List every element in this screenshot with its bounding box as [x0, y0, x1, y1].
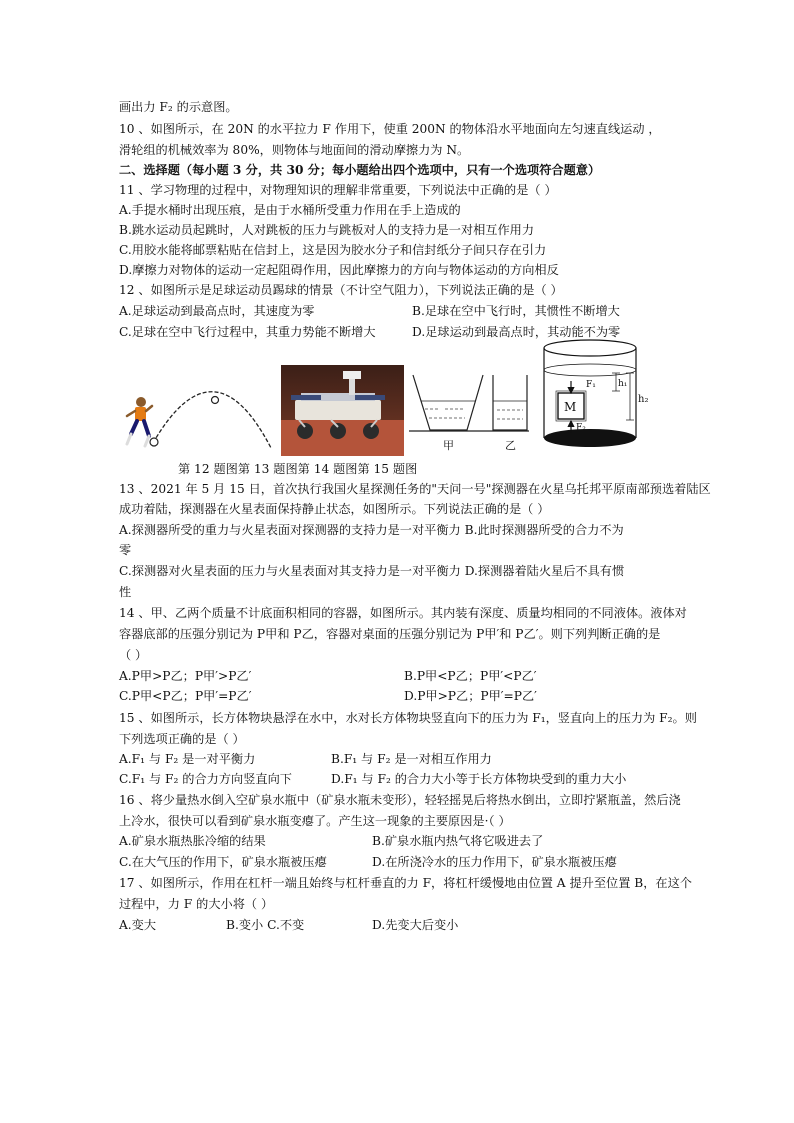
option-12a: A.足球运动到最高点时，其速度为零 — [119, 304, 315, 318]
text-line: 零 — [119, 543, 132, 557]
text-line: 画出力 F₂ 的示意图。 — [119, 100, 238, 114]
text-line: 滑轮组的机械效率为 80%，则物体与地面间的滑动摩擦力为 N。 — [119, 143, 470, 157]
option-16c: C.在大气压的作用下，矿泉水瓶被压瘪 — [119, 855, 327, 869]
football-icon — [212, 397, 219, 404]
option-14a: A.P甲>P乙；P甲′>P乙′ — [119, 669, 252, 683]
option-17bc: B.变小 C.不变 — [226, 918, 305, 932]
player-icon — [127, 397, 152, 446]
text-line: 下列选项正确的是（ ） — [119, 732, 245, 746]
option-15a: A.F₁ 与 F₂ 是一对平衡力 — [119, 752, 256, 766]
figure-12-kick — [119, 378, 279, 456]
question-16: 16 、将少量热水倒入空矿泉水瓶中（矿泉水瓶未变形），轻轻摇晃后将热水倒出，立即拧紧瓶盖，然后浇 — [119, 793, 681, 807]
figure-caption: 第 12 题图第 13 题图第 14 题图第 15 题图 — [178, 462, 418, 476]
f2-label: F₂ — [576, 423, 586, 433]
option-16a: A.矿泉水瓶热胀冷缩的结果 — [119, 834, 266, 848]
option-15d: D.F₁ 与 F₂ 的合力大小等于长方体物块受到的重力大小 — [331, 772, 627, 786]
figure-15-cylinder — [538, 338, 668, 456]
label-jia: 甲 — [443, 439, 454, 452]
option-11a: A.手提水桶时出现压痕，是由于水桶所受重力作用在手上造成的 — [119, 203, 461, 217]
question-11: 11 、学习物理的过程中，对物理知识的理解非常重要，下列说法中正确的是（ ） — [119, 183, 557, 197]
option-17d: D.先变大后变小 — [372, 918, 459, 932]
text-line: （ ） — [119, 648, 148, 662]
text-line: 成功着陆，探测器在火星表面保持静止状态，如图所示。下列说法正确的是（ ） — [119, 502, 550, 516]
text-line: 过程中，力 F 的大小将（ ） — [119, 897, 274, 911]
question-17: 17 、如图所示，作用在杠杆一端且始终与杠杆垂直的力 F，将杠杆缓慢地由位置 A 提升至位置 B，在这个 — [119, 876, 692, 890]
question-14: 14 、甲、乙两个质量不计底面积相同的容器，如图所示。其内装有深度、质量均相同的不同液体。液体对 — [119, 606, 687, 620]
block-label: M — [564, 400, 577, 414]
question-15: 15 、如图所示，长方体物块悬浮在水中，水对长方体物块竖直向下的压力为 F₁，竖直向上的压力为 F₂。则 — [119, 711, 697, 725]
option-12b: B.足球在空中飞行时，其惯性不断增大 — [412, 304, 620, 318]
text-line: 容器底部的压强分别记为 P甲和 P乙，容器对桌面的压强分别记为 P甲′和 P乙′。则下列判断正确的是 — [119, 627, 661, 641]
section-heading: 二、选择题（每小题 3 分，共 30 分；每小题给出四个选项中，只有一个选项符合题意） — [119, 163, 601, 177]
h2-label: h₂ — [638, 394, 649, 405]
figure-13-rover — [281, 365, 404, 456]
text-line: 性 — [119, 585, 132, 599]
option-14b: B.P甲<P乙；P甲′<P乙′ — [404, 669, 537, 683]
option-15b: B.F₁ 与 F₂ 是一对相互作用力 — [331, 752, 492, 766]
option-12d: D.足球运动到最高点时，其动能不为零 — [412, 325, 621, 339]
option-11c: C.用胶水能将邮票粘贴在信封上，这是因为胶水分子和信封纸分子间只存在引力 — [119, 243, 547, 257]
question-12: 12 、如图所示是足球运动员踢球的情景（不计空气阻力），下列说法正确的是（ ） — [119, 283, 563, 297]
option-17a: A.变大 — [119, 918, 157, 932]
question-13: 13 、2021 年 5 月 15 日，首次执行我国火星探测任务的"天问一号"探测器在火星乌托邦平原南部预选着陆区 — [119, 482, 711, 496]
figure-14-containers — [405, 373, 533, 456]
option-12c: C.足球在空中飞行过程中，其重力势能不断增大 — [119, 325, 376, 339]
option-16b: B.矿泉水瓶内热气将它吸进去了 — [372, 834, 544, 848]
option-13ab: A.探测器所受的重力与火星表面对探测器的支持力是一对平衡力 B.此时探测器所受的合力不为 — [119, 523, 624, 537]
option-14d: D.P甲>P乙；P甲′=P乙′ — [404, 689, 537, 703]
option-11d: D.摩擦力对物体的运动一定起阻碍作用，因此摩擦力的方向与物体运动的方向相反 — [119, 263, 559, 277]
h1-label: h₁ — [618, 379, 628, 389]
label-yi: 乙 — [505, 439, 516, 452]
f1-label: F₁ — [586, 380, 596, 390]
option-16d: D.在所浇冷水的压力作用下，矿泉水瓶被压瘪 — [372, 855, 617, 869]
text-line: 上冷水，很快可以看到矿泉水瓶变瘪了。产生这一现象的主要原因是·（ ） — [119, 814, 511, 828]
option-15c: C.F₁ 与 F₂ 的合力方向竖直向下 — [119, 772, 292, 786]
question-10: 10 、如图所示，在 20N 的水平拉力 F 作用下，使重 200N 的物体沿水平地面向左匀速直线运动 ， — [119, 122, 661, 136]
option-14c: C.P甲<P乙；P甲′=P乙′ — [119, 689, 252, 703]
option-11b: B.跳水运动员起跳时，人对跳板的压力与跳板对人的支持力是一对相互作用力 — [119, 223, 535, 237]
option-13cd: C.探测器对火星表面的压力与火星表面对其支持力是一对平衡力 D.探测器着陆火星后不具有惯 — [119, 564, 625, 578]
